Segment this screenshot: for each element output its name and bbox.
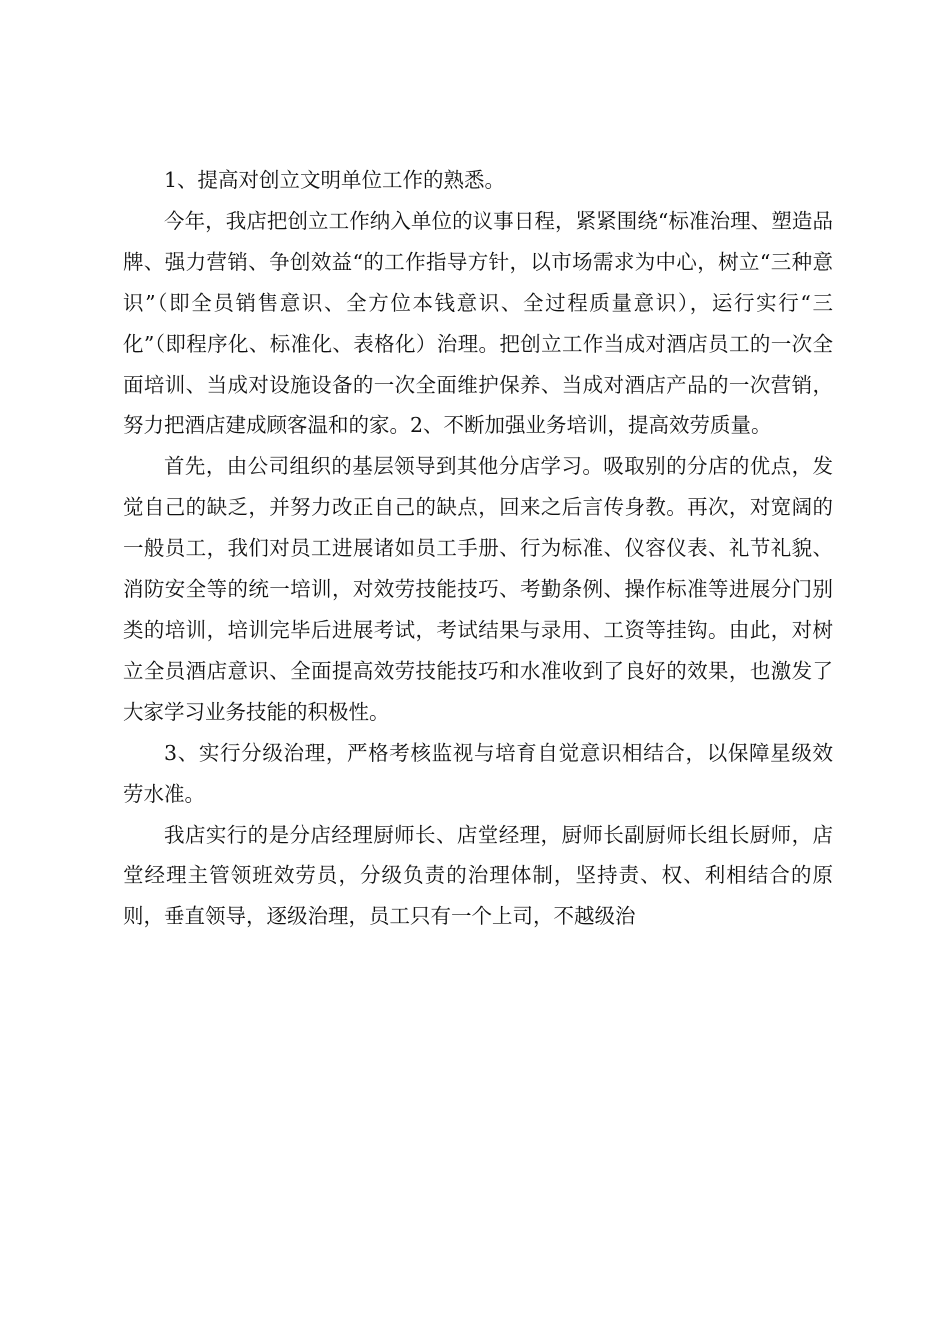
paragraph-2: 今年，我店把创立工作纳入单位的议事日程，紧紧围绕“标准治理、塑造品牌、强力营销、争创效益“的工作指导方针，以市场需求为中心，树立“三种意识”（即全员销售意识、全方位本钱意识、全过程质量意识），运行实行“三化”（即程序化、标准化、表格化）治理。把创立工作当成对酒店员工的一次全面培训、当成对设施设备的一次全面维护保养、当成对酒店产品的一次营销，努力把酒店建成顾客温和的家。2、不断加强业务培训，提高效劳质量。 xyxy=(123,208,833,438)
document-body xyxy=(123,160,833,937)
paragraph-3: 首先，由公司组织的基层领导到其他分店学习。吸取别的分店的优点，发觉自己的缺乏，并努力改正自己的缺点，回来之后言传身教。再次，对宽阔的一般员工，我们对员工进展诸如员工手册、行为标准、仪容仪表、礼节礼貌、消防安全等的统一培训，对效劳技能技巧、考勤条例、操作标准等进展分门别类的培训，培训完毕后进展考试，考试结果与录用、工资等挂钩。由此，对树立全员酒店意识、全面提高效劳技能技巧和水准收到了良好的效果，也激发了大家学习业务技能的积极性。 xyxy=(123,454,833,724)
paragraph-1: 1、提高对创立文明单位工作的熟悉。 xyxy=(164,168,506,192)
paragraph-4: 3、实行分级治理，严格考核监视与培育自觉意识相结合，以保障星级效劳水准。 xyxy=(123,740,833,806)
paragraph-5: 我店实行的是分店经理厨师长、店堂经理，厨师长副厨师长组长厨师，店堂经理主管领班效劳员，分级负责的治理体制，坚持责、权、利相结合的原则，垂直领导，逐级治理，员工只有一个上司，不越级治 xyxy=(123,822,833,929)
